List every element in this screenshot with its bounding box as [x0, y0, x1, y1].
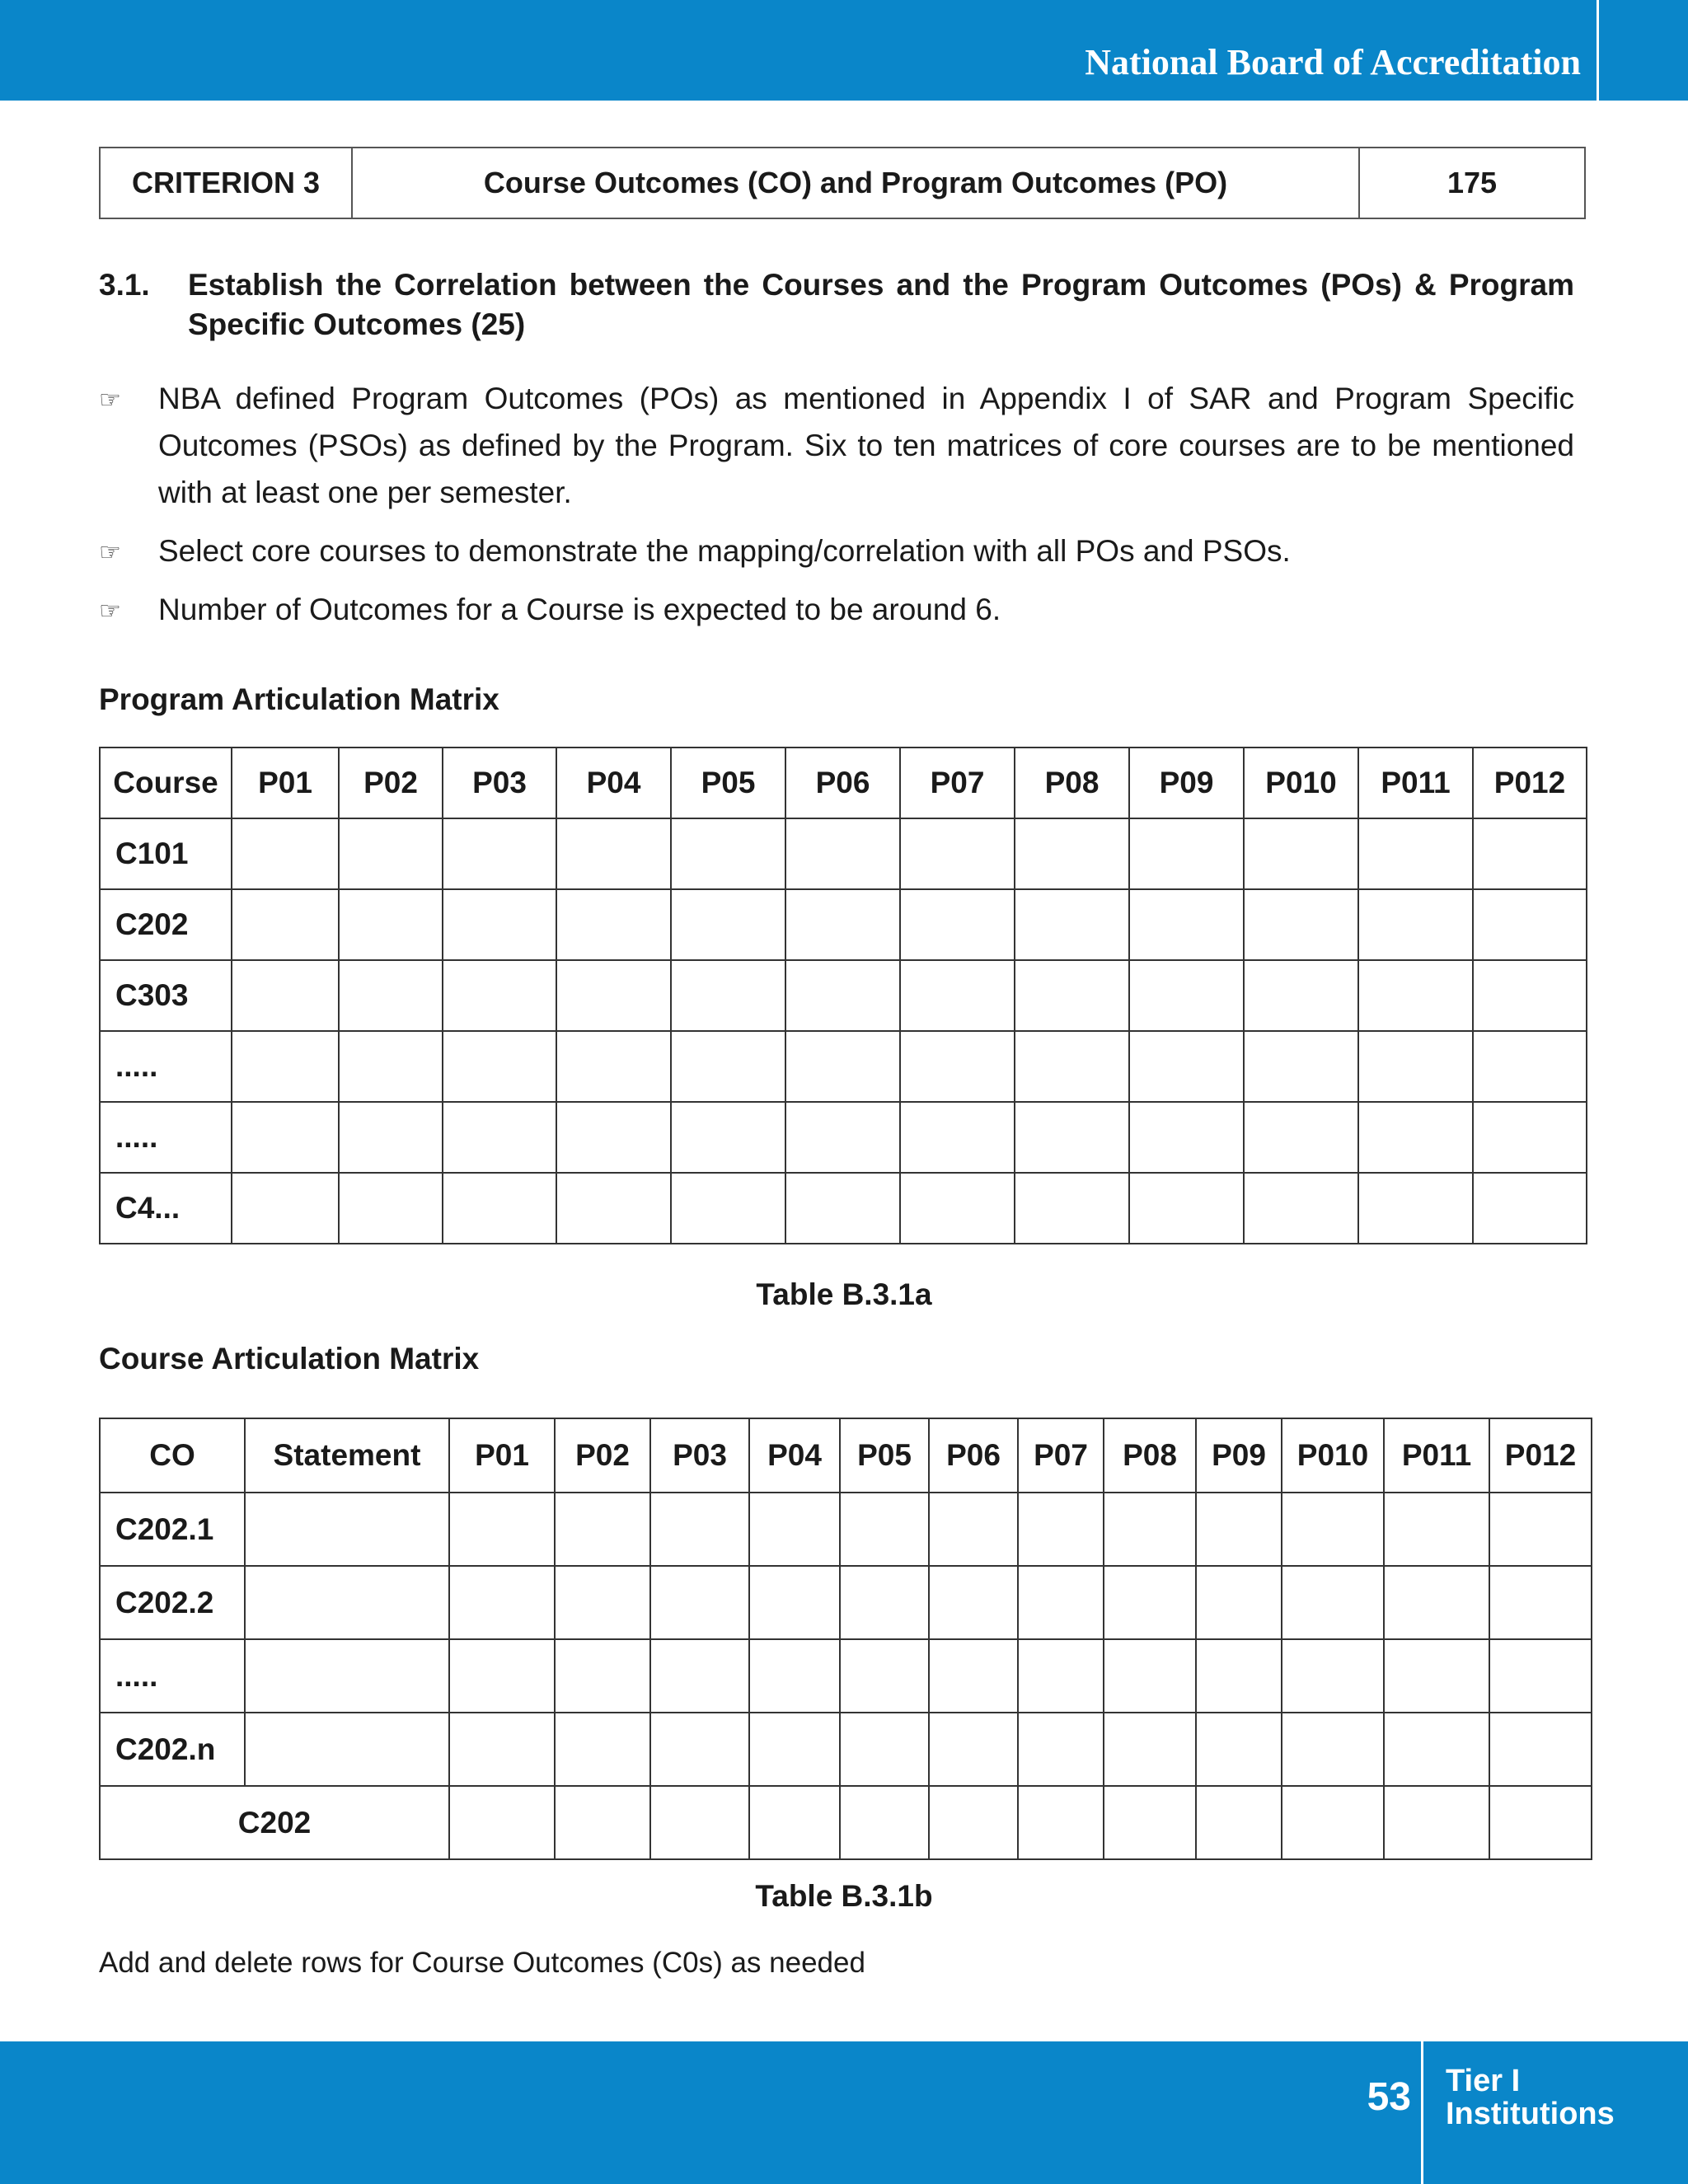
- matrix-cell: [671, 818, 785, 889]
- column-header: Course: [100, 748, 232, 818]
- matrix-cell: [749, 1493, 840, 1566]
- table-row: [100, 1713, 1592, 1786]
- matrix-cell: [556, 960, 671, 1031]
- matrix-cell: [840, 1713, 929, 1786]
- matrix-cell: [650, 1639, 749, 1713]
- matrix-cell: [245, 1639, 449, 1713]
- column-header: P011: [1358, 748, 1473, 818]
- matrix-cell: [1358, 960, 1473, 1031]
- column-header: P03: [443, 748, 556, 818]
- matrix-cell: [840, 1493, 929, 1566]
- table-row: [100, 1566, 1592, 1639]
- matrix-cell: [443, 960, 556, 1031]
- matrix-cell: [1473, 1102, 1587, 1173]
- matrix-cell: [339, 1031, 443, 1102]
- matrix-cell: [1015, 1031, 1129, 1102]
- matrix-cell: [671, 1102, 785, 1173]
- matrix-cell: [900, 1102, 1015, 1173]
- column-header: P012: [1489, 1418, 1592, 1493]
- matrix-cell: [929, 1639, 1018, 1713]
- column-header: Statement: [245, 1418, 449, 1493]
- criterion-label: CRITERION 3: [100, 148, 352, 218]
- matrix-cell: [1129, 818, 1244, 889]
- matrix-cell: [339, 889, 443, 960]
- bullet-item: [99, 527, 1574, 574]
- bullet-item: [99, 586, 1574, 633]
- matrix-cell: [1196, 1493, 1282, 1566]
- matrix-cell: [339, 818, 443, 889]
- matrix-cell: [449, 1713, 555, 1786]
- summary-row-label: C202: [100, 1786, 449, 1859]
- column-header: P01: [232, 748, 339, 818]
- column-header: P07: [1018, 1418, 1104, 1493]
- matrix-cell: [1384, 1639, 1489, 1713]
- matrix-cell: [900, 1173, 1015, 1244]
- course-matrix-title: Course Articulation Matrix: [99, 1342, 480, 1376]
- pointing-hand-icon: ☞: [99, 387, 121, 414]
- matrix-cell: [671, 1173, 785, 1244]
- header-divider: [1597, 0, 1599, 101]
- column-header: P09: [1129, 748, 1244, 818]
- matrix-cell: [1244, 1173, 1358, 1244]
- bullet-text: Select core courses to demonstrate the mapping/correlation with all POs and PSOs.: [158, 534, 1291, 568]
- matrix-cell: [1489, 1639, 1592, 1713]
- matrix-cell: [785, 1102, 900, 1173]
- matrix-cell: [840, 1566, 929, 1639]
- matrix-cell: [1358, 889, 1473, 960]
- matrix-cell: [840, 1639, 929, 1713]
- matrix-cell: [443, 1031, 556, 1102]
- column-header: P012: [1473, 748, 1587, 818]
- matrix-cell: [339, 1173, 443, 1244]
- matrix-cell: [650, 1713, 749, 1786]
- matrix-cell: [1104, 1566, 1196, 1639]
- criterion-marks: 175: [1359, 148, 1585, 218]
- matrix-cell: [1358, 1173, 1473, 1244]
- matrix-cell: [232, 818, 339, 889]
- matrix-cell: [1489, 1493, 1592, 1566]
- matrix-cell: [840, 1786, 929, 1859]
- matrix-cell: [785, 818, 900, 889]
- table-row: [100, 1639, 1592, 1713]
- matrix-cell: [1358, 1102, 1473, 1173]
- matrix-cell: [555, 1639, 650, 1713]
- column-header: P04: [749, 1418, 840, 1493]
- matrix-cell: [671, 1031, 785, 1102]
- matrix-cell: [1018, 1713, 1104, 1786]
- matrix-cell: [556, 818, 671, 889]
- table-header-row: [100, 748, 1587, 818]
- column-header: P02: [339, 748, 443, 818]
- course-articulation-table: [99, 1418, 1592, 1860]
- table-row: [100, 960, 1587, 1031]
- matrix-cell: [749, 1713, 840, 1786]
- matrix-cell: [1129, 960, 1244, 1031]
- matrix-cell: [1282, 1493, 1384, 1566]
- matrix-cell: [929, 1566, 1018, 1639]
- matrix-cell: [749, 1639, 840, 1713]
- matrix-cell: [1104, 1786, 1196, 1859]
- matrix-cell: [900, 1031, 1015, 1102]
- column-header: P05: [671, 748, 785, 818]
- matrix-cell: [1018, 1566, 1104, 1639]
- summary-row: [100, 1786, 1592, 1859]
- matrix-cell: [1104, 1713, 1196, 1786]
- matrix-cell: [555, 1566, 650, 1639]
- criterion-title: Course Outcomes (CO) and Program Outcomes (PO): [352, 148, 1359, 218]
- footer-band: [0, 2041, 1688, 2184]
- matrix-cell: [1129, 1102, 1244, 1173]
- pointing-hand-icon: ☞: [99, 539, 121, 566]
- tier-line-1: Tier I: [1446, 2064, 1521, 2098]
- matrix-cell: [785, 1173, 900, 1244]
- matrix-cell: [650, 1493, 749, 1566]
- column-header: P05: [840, 1418, 929, 1493]
- column-header: P08: [1015, 748, 1129, 818]
- header-title: National Board of Accreditation: [1085, 42, 1581, 82]
- row-label: C202.1: [100, 1493, 245, 1566]
- matrix-cell: [443, 889, 556, 960]
- column-header: P03: [650, 1418, 749, 1493]
- matrix-cell: [900, 818, 1015, 889]
- matrix-cell: [232, 960, 339, 1031]
- table-header-row: [100, 1418, 1592, 1493]
- footer-divider: [1421, 2041, 1423, 2184]
- bullet-item: [99, 375, 1574, 516]
- matrix-cell: [650, 1786, 749, 1859]
- matrix-cell: [749, 1566, 840, 1639]
- matrix-cell: [1473, 960, 1587, 1031]
- matrix-cell: [449, 1566, 555, 1639]
- column-header: CO: [100, 1418, 245, 1493]
- section-heading: [99, 265, 1574, 344]
- table-row: [100, 1031, 1587, 1102]
- matrix-cell: [1104, 1639, 1196, 1713]
- row-label: C202: [100, 889, 232, 960]
- column-header: P02: [555, 1418, 650, 1493]
- pointing-hand-icon: ☞: [99, 598, 121, 625]
- matrix-cell: [245, 1713, 449, 1786]
- table-row: [100, 889, 1587, 960]
- column-header: P06: [785, 748, 900, 818]
- matrix-cell: [556, 889, 671, 960]
- row-label: C4...: [100, 1173, 232, 1244]
- matrix-cell: [1244, 889, 1358, 960]
- program-articulation-table: [99, 747, 1587, 1244]
- matrix-cell: [232, 1031, 339, 1102]
- matrix-cell: [555, 1493, 650, 1566]
- matrix-cell: [1384, 1786, 1489, 1859]
- program-matrix-title: Program Articulation Matrix: [99, 682, 499, 716]
- table-row: [100, 1493, 1592, 1566]
- matrix-cell: [555, 1713, 650, 1786]
- section-number: 3.1.: [99, 268, 150, 302]
- matrix-cell: [443, 818, 556, 889]
- matrix-cell: [1473, 1173, 1587, 1244]
- matrix-cell: [1015, 889, 1129, 960]
- matrix-cell: [555, 1786, 650, 1859]
- row-label: C303: [100, 960, 232, 1031]
- column-header: P06: [929, 1418, 1018, 1493]
- matrix-cell: [929, 1786, 1018, 1859]
- matrix-cell: [1196, 1639, 1282, 1713]
- note-text: Add and delete rows for Course Outcomes (C0s) as needed: [99, 1947, 865, 1979]
- matrix-cell: [1196, 1786, 1282, 1859]
- column-header: P07: [900, 748, 1015, 818]
- matrix-cell: [1129, 889, 1244, 960]
- criterion-box: [99, 147, 1586, 219]
- matrix-cell: [1282, 1639, 1384, 1713]
- row-label: C202.n: [100, 1713, 245, 1786]
- section-heading-text: Establish the Correlation between the Courses and the Program Outcomes (POs) & Program Specific Outcomes (25): [188, 268, 1574, 341]
- matrix-cell: [232, 1173, 339, 1244]
- matrix-cell: [1489, 1566, 1592, 1639]
- row-label: .....: [100, 1639, 245, 1713]
- matrix-cell: [1015, 818, 1129, 889]
- matrix-cell: [900, 889, 1015, 960]
- matrix-cell: [1015, 960, 1129, 1031]
- matrix-cell: [556, 1031, 671, 1102]
- table-row: [100, 818, 1587, 889]
- matrix-cell: [1384, 1713, 1489, 1786]
- column-header: P09: [1196, 1418, 1282, 1493]
- table-row: [100, 1173, 1587, 1244]
- matrix-cell: [900, 960, 1015, 1031]
- matrix-cell: [1244, 960, 1358, 1031]
- matrix-cell: [443, 1173, 556, 1244]
- matrix-cell: [245, 1493, 449, 1566]
- matrix-cell: [232, 1102, 339, 1173]
- matrix-cell: [1244, 818, 1358, 889]
- matrix-cell: [671, 960, 785, 1031]
- matrix-cell: [1015, 1173, 1129, 1244]
- bullet-text: NBA defined Program Outcomes (POs) as mentioned in Appendix I of SAR and Program Specific Outcomes (PSOs) as defined by the Program. Six to ten matrices of core courses are to be mentioned with at least one per semester.: [158, 382, 1574, 509]
- tier-label: [1446, 2064, 1615, 2130]
- matrix-cell: [245, 1566, 449, 1639]
- matrix-cell: [1384, 1493, 1489, 1566]
- column-header: P01: [449, 1418, 555, 1493]
- matrix-cell: [1244, 1102, 1358, 1173]
- matrix-cell: [1489, 1713, 1592, 1786]
- matrix-cell: [749, 1786, 840, 1859]
- column-header: P010: [1282, 1418, 1384, 1493]
- row-label: C101: [100, 818, 232, 889]
- tier-line-2: Institutions: [1446, 2097, 1615, 2131]
- matrix-cell: [1104, 1493, 1196, 1566]
- matrix-cell: [1129, 1031, 1244, 1102]
- matrix-cell: [556, 1102, 671, 1173]
- matrix-cell: [785, 889, 900, 960]
- matrix-cell: [1489, 1786, 1592, 1859]
- table-row: [100, 1102, 1587, 1173]
- matrix-cell: [785, 1031, 900, 1102]
- bullet-list: [99, 375, 1574, 644]
- matrix-cell: [785, 960, 900, 1031]
- column-header: P08: [1104, 1418, 1196, 1493]
- matrix-cell: [449, 1786, 555, 1859]
- matrix-cell: [1358, 1031, 1473, 1102]
- matrix-cell: [929, 1713, 1018, 1786]
- matrix-cell: [339, 1102, 443, 1173]
- matrix-cell: [1018, 1639, 1104, 1713]
- matrix-cell: [1196, 1566, 1282, 1639]
- matrix-cell: [1018, 1786, 1104, 1859]
- matrix-cell: [1473, 1031, 1587, 1102]
- matrix-cell: [443, 1102, 556, 1173]
- matrix-cell: [1358, 818, 1473, 889]
- matrix-cell: [1384, 1566, 1489, 1639]
- matrix-cell: [232, 889, 339, 960]
- program-table-caption: Table B.3.1a: [756, 1277, 932, 1311]
- matrix-cell: [929, 1493, 1018, 1566]
- matrix-cell: [449, 1639, 555, 1713]
- matrix-cell: [671, 889, 785, 960]
- column-header: P010: [1244, 748, 1358, 818]
- matrix-cell: [1129, 1173, 1244, 1244]
- matrix-cell: [1015, 1102, 1129, 1173]
- column-header: P04: [556, 748, 671, 818]
- matrix-cell: [1473, 818, 1587, 889]
- bullet-text: Number of Outcomes for a Course is expected to be around 6.: [158, 593, 1001, 626]
- matrix-cell: [1244, 1031, 1358, 1102]
- matrix-cell: [1282, 1786, 1384, 1859]
- matrix-cell: [1473, 889, 1587, 960]
- row-label: .....: [100, 1031, 232, 1102]
- row-label: .....: [100, 1102, 232, 1173]
- matrix-cell: [339, 960, 443, 1031]
- course-table-caption: Table B.3.1b: [755, 1879, 933, 1913]
- matrix-cell: [1018, 1493, 1104, 1566]
- column-header: P011: [1384, 1418, 1489, 1493]
- matrix-cell: [449, 1493, 555, 1566]
- page-number: 53: [1367, 2075, 1411, 2119]
- matrix-cell: [556, 1173, 671, 1244]
- matrix-cell: [650, 1566, 749, 1639]
- matrix-cell: [1196, 1713, 1282, 1786]
- matrix-cell: [1282, 1566, 1384, 1639]
- matrix-cell: [1282, 1713, 1384, 1786]
- row-label: C202.2: [100, 1566, 245, 1639]
